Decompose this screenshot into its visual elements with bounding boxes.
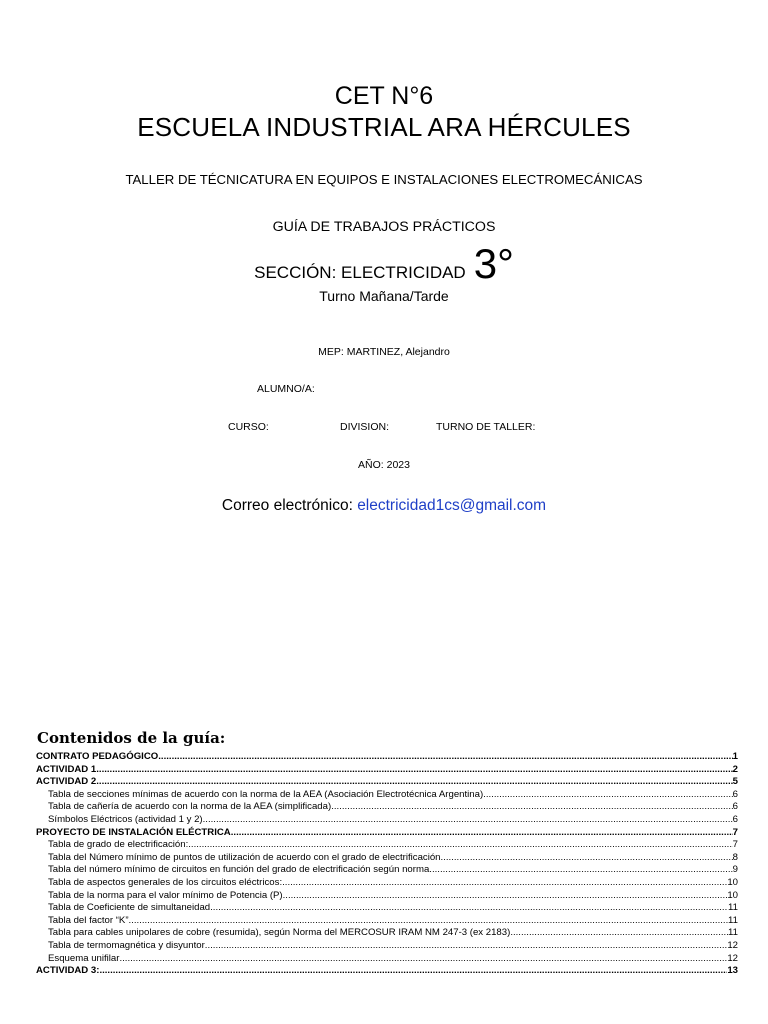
toc-entry-page: 2 bbox=[732, 763, 738, 775]
student-field-label: ALUMNO/A: bbox=[257, 383, 315, 395]
toc-entry[interactable] bbox=[36, 751, 738, 764]
toc-entry[interactable] bbox=[36, 764, 738, 777]
year-text: AÑO: 2023 bbox=[358, 459, 410, 471]
toc-entry-page: 6 bbox=[732, 801, 738, 813]
toc-entry-leader-dots bbox=[331, 801, 732, 814]
toc-entry-title: Tabla de termomagnética y disyuntor bbox=[48, 939, 205, 951]
toc-heading: Contenidos de la guía: bbox=[37, 729, 226, 747]
table-of-contents bbox=[36, 751, 738, 978]
toc-entry-page: 10 bbox=[727, 876, 738, 888]
toc-entry[interactable] bbox=[36, 789, 738, 802]
toc-entry-leader-dots bbox=[203, 814, 733, 827]
toc-entry-title: Tabla de cañería de acuerdo con la norma de la AEA (simplificada) bbox=[48, 801, 332, 813]
workshop-title: TALLER DE TÉCNICATURA EN EQUIPOS E INSTALACIONES ELECTROMECÁNICAS bbox=[125, 172, 643, 187]
guide-title: GUÍA DE TRABAJOS PRÁCTICOS bbox=[272, 219, 496, 235]
toc-entry-leader-dots bbox=[129, 915, 729, 928]
section-number: 3° bbox=[473, 240, 514, 287]
school-code-title: CET N°6 bbox=[334, 82, 434, 110]
toc-entry-page: 7 bbox=[732, 839, 738, 851]
toc-entry-title: ACTIVIDAD 1 bbox=[36, 763, 97, 775]
toc-entry-leader-dots bbox=[119, 953, 727, 966]
section-label: SECCIÓN: ELECTRICIDAD bbox=[254, 263, 466, 282]
toc-entry[interactable] bbox=[36, 927, 738, 940]
toc-entry-title: Tabla de aspectos generales de los circuitos eléctricos: bbox=[48, 876, 283, 888]
toc-entry[interactable] bbox=[36, 877, 738, 890]
toc-entry-page: 6 bbox=[732, 788, 738, 800]
toc-entry[interactable] bbox=[36, 776, 738, 789]
toc-entry-title: Tabla para cables unipolares de cobre (resumida), según Norma del MERCOSUR IRAM NM 247-3 (ex 2183) bbox=[48, 927, 511, 939]
toc-entry-page: 10 bbox=[727, 889, 738, 901]
workshop-shift-field-label: TURNO DE TALLER: bbox=[436, 421, 536, 433]
toc-entry-title: Tabla de grado de electrificación: bbox=[48, 839, 189, 851]
toc-entry[interactable] bbox=[36, 940, 738, 953]
toc-entry-leader-dots bbox=[96, 764, 732, 777]
toc-entry[interactable] bbox=[36, 965, 738, 978]
toc-entry[interactable] bbox=[36, 864, 738, 877]
toc-entry-page: 6 bbox=[732, 813, 738, 825]
division-field-label: DIVISION: bbox=[340, 421, 390, 433]
toc-entry-leader-dots bbox=[205, 940, 728, 953]
toc-entry-page: 11 bbox=[728, 902, 738, 914]
toc-entry-page: 7 bbox=[732, 826, 738, 838]
toc-entry-page: 8 bbox=[732, 851, 738, 863]
email-line bbox=[0, 497, 768, 515]
toc-entry-leader-dots bbox=[99, 965, 727, 978]
toc-entry[interactable] bbox=[36, 801, 738, 814]
toc-entry-leader-dots bbox=[441, 852, 733, 865]
email-label: Correo electrónico: bbox=[221, 497, 353, 514]
toc-entry-leader-dots bbox=[429, 864, 732, 877]
section-heading bbox=[0, 240, 768, 288]
toc-entry-page: 9 bbox=[732, 864, 738, 876]
toc-entry-page: 11 bbox=[728, 927, 738, 939]
toc-entry-title: Símbolos Eléctricos (actividad 1 y 2) bbox=[48, 813, 203, 825]
teacher-name: MEP: MARTINEZ, Alejandro bbox=[318, 346, 450, 358]
toc-entry[interactable] bbox=[36, 839, 738, 852]
toc-entry-leader-dots bbox=[96, 776, 732, 789]
toc-entry-page: 13 bbox=[727, 965, 738, 977]
toc-entry-page: 12 bbox=[727, 939, 738, 951]
toc-entry-title: Tabla del factor “K” bbox=[48, 914, 129, 926]
toc-entry-title: Tabla del número mínimo de circuitos en función del grado de electrificación según norma bbox=[48, 864, 430, 876]
toc-entry[interactable] bbox=[36, 915, 738, 928]
toc-entry-title: Tabla de la norma para el valor mínimo de Potencia (P) bbox=[48, 889, 283, 901]
toc-entry-leader-dots bbox=[283, 890, 728, 903]
toc-entry-title: ACTIVIDAD 2 bbox=[36, 776, 97, 788]
toc-entry[interactable] bbox=[36, 953, 738, 966]
toc-entry-page: 5 bbox=[732, 776, 738, 788]
course-field-label: CURSO: bbox=[228, 421, 269, 433]
toc-entry-title: Esquema unifilar bbox=[48, 952, 120, 964]
toc-entry-title: Tabla de secciones mínimas de acuerdo con la norma de la AEA (Asociación Electrotécnica Argentina) bbox=[48, 788, 484, 800]
toc-entry-title: CONTRATO PEDAGÓGICO bbox=[36, 751, 159, 762]
toc-entry-title: Tabla de Coeficiente de simultaneidad bbox=[48, 902, 211, 914]
toc-entry[interactable] bbox=[36, 852, 738, 865]
toc-entry-leader-dots bbox=[483, 789, 733, 802]
toc-entry[interactable] bbox=[36, 902, 738, 915]
toc-entry-leader-dots bbox=[282, 877, 727, 890]
toc-entry-title: ACTIVIDAD 3: bbox=[36, 965, 100, 977]
toc-entry-page: 11 bbox=[728, 914, 738, 926]
toc-entry-leader-dots bbox=[510, 927, 728, 940]
toc-entry-leader-dots bbox=[158, 751, 732, 764]
toc-entry-leader-dots bbox=[231, 827, 733, 840]
toc-entry-title: PROYECTO DE INSTALACIÓN ELÉCTRICA bbox=[36, 826, 231, 838]
toc-entry[interactable] bbox=[36, 890, 738, 903]
toc-entry-title: Tabla del Número mínimo de puntos de utilización de acuerdo con el grado de electrificación bbox=[48, 851, 441, 863]
toc-entry[interactable] bbox=[36, 827, 738, 840]
school-name-title: ESCUELA INDUSTRIAL ARA HÉRCULES bbox=[137, 112, 631, 142]
toc-entry-page: 1 bbox=[732, 751, 738, 762]
toc-entry-leader-dots bbox=[210, 902, 728, 915]
toc-entry[interactable] bbox=[36, 814, 738, 827]
toc-entry-leader-dots bbox=[188, 839, 732, 852]
shift-text: Turno Mañana/Tarde bbox=[319, 288, 449, 304]
toc-entry-page: 12 bbox=[727, 952, 738, 964]
email-link[interactable]: electricidad1cs@gmail.com bbox=[357, 497, 547, 514]
